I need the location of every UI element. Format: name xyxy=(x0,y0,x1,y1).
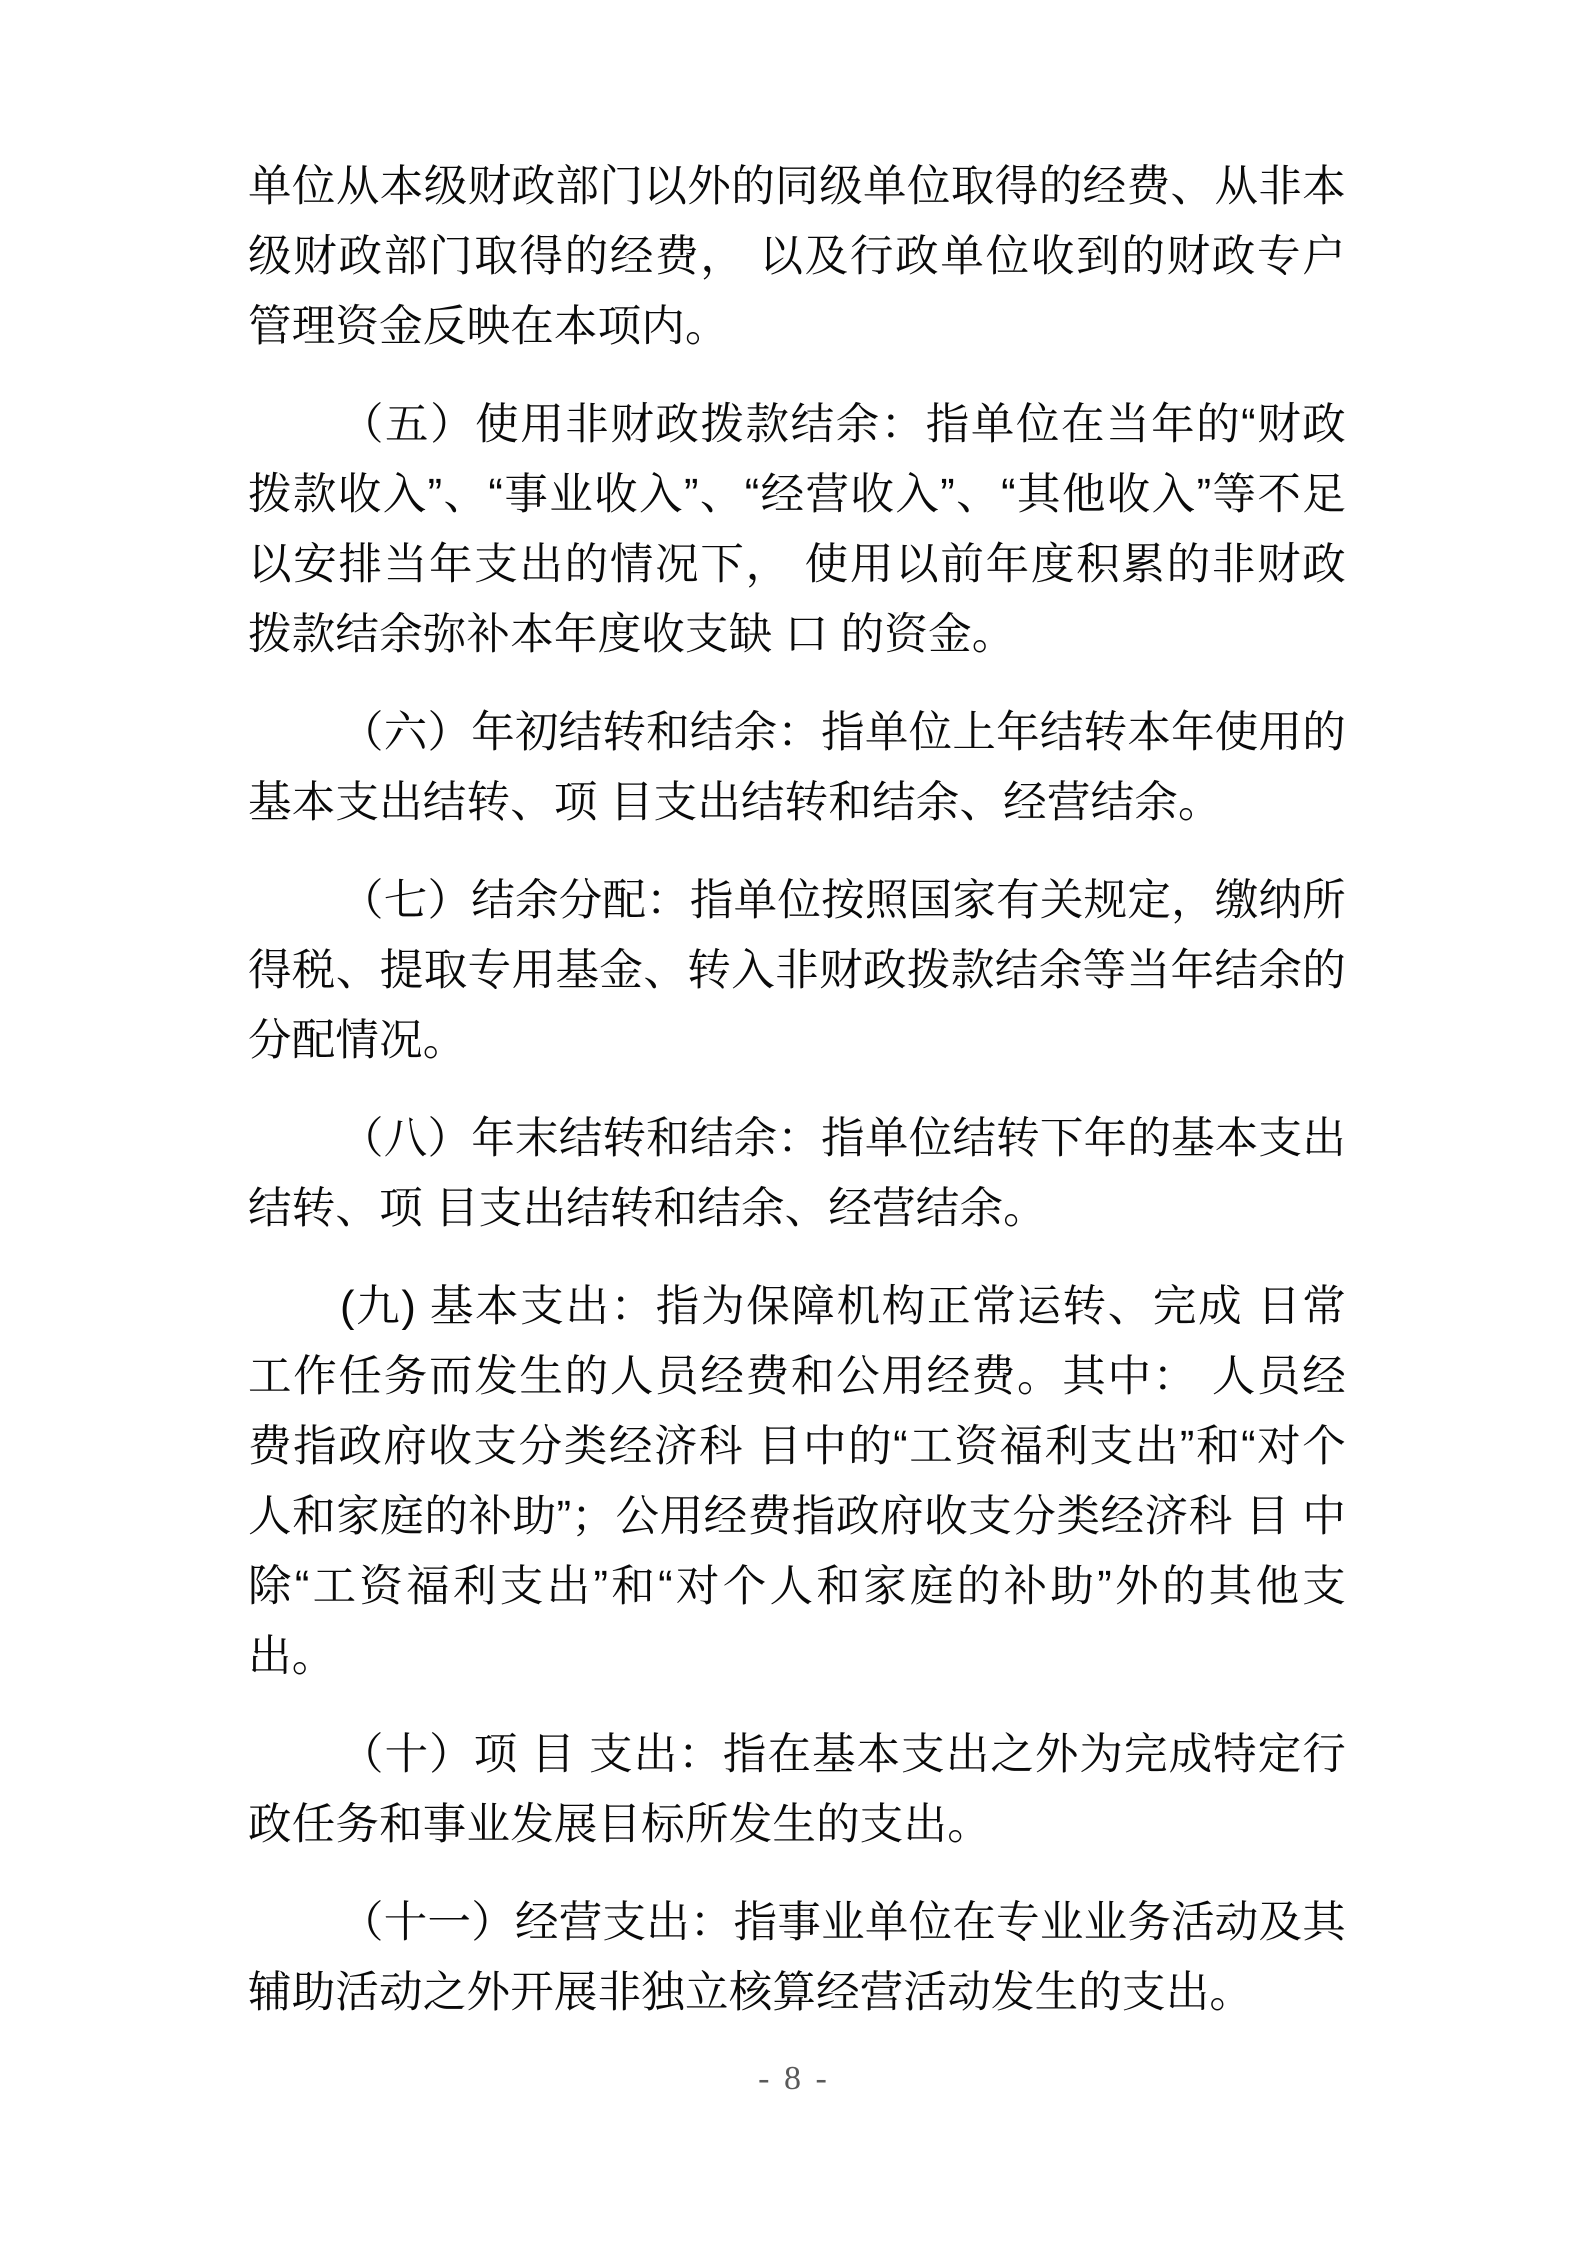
document-body-text xyxy=(248,152,1346,2028)
paragraph-item-6: （六）年初结转和结余：指单位上年结转本年使用的基本支出结转、项 目支出结转和结余、经营结余。 xyxy=(248,709,1346,827)
paragraph-item-10: （十）项 目 支出：指在基本支出之外为完成特定行政任务和事业发展目标所发生的支出。 xyxy=(248,1731,1346,1849)
paragraph-item-5: （五）使用非财政拨款结余：指单位在当年的“财政拨款收入”、“事业收入”、“经营收入”、“其他收入”等不足以安排当年支出的情况下， 使用以前年度积累的非财政拨款结余弥补本年度收支缺 口 的资金。 xyxy=(248,401,1346,659)
paragraph-continuation: 单位从本级财政部门以外的同级单位取得的经费、从非本级财政部门取得的经费， 以及行政单位收到的财政专户管理资金反映在本项内。 xyxy=(248,163,1346,351)
paragraph-item-9: (九) 基本支出：指为保障机构正常运转、完成 日常工作任务而发生的人员经费和公用经费。其中： 人员经费指政府收支分类经济科 目中的“工资福利支出”和“对个人和家庭的补助”；公用经费指政府收支分类经济科 目 中除“工资福利支出”和“对个人和家庭的补助”外的其他支出。 xyxy=(248,1283,1346,1681)
paragraph-item-11: （十一）经营支出：指事业单位在专业业务活动及其辅助活动之外开展非独立核算经营活动发生的支出。 xyxy=(248,1899,1346,2017)
paragraph-item-7: （七）结余分配：指单位按照国家有关规定，缴纳所得税、提取专用基金、转入非财政拨款结余等当年结余的分配情况。 xyxy=(248,877,1346,1065)
page-number: - 8 - xyxy=(758,2060,830,2097)
page-footer xyxy=(0,2062,1588,2096)
paragraph-item-8: （八）年末结转和结余：指单位结转下年的基本支出结转、项 目支出结转和结余、经营结余。 xyxy=(248,1115,1346,1233)
